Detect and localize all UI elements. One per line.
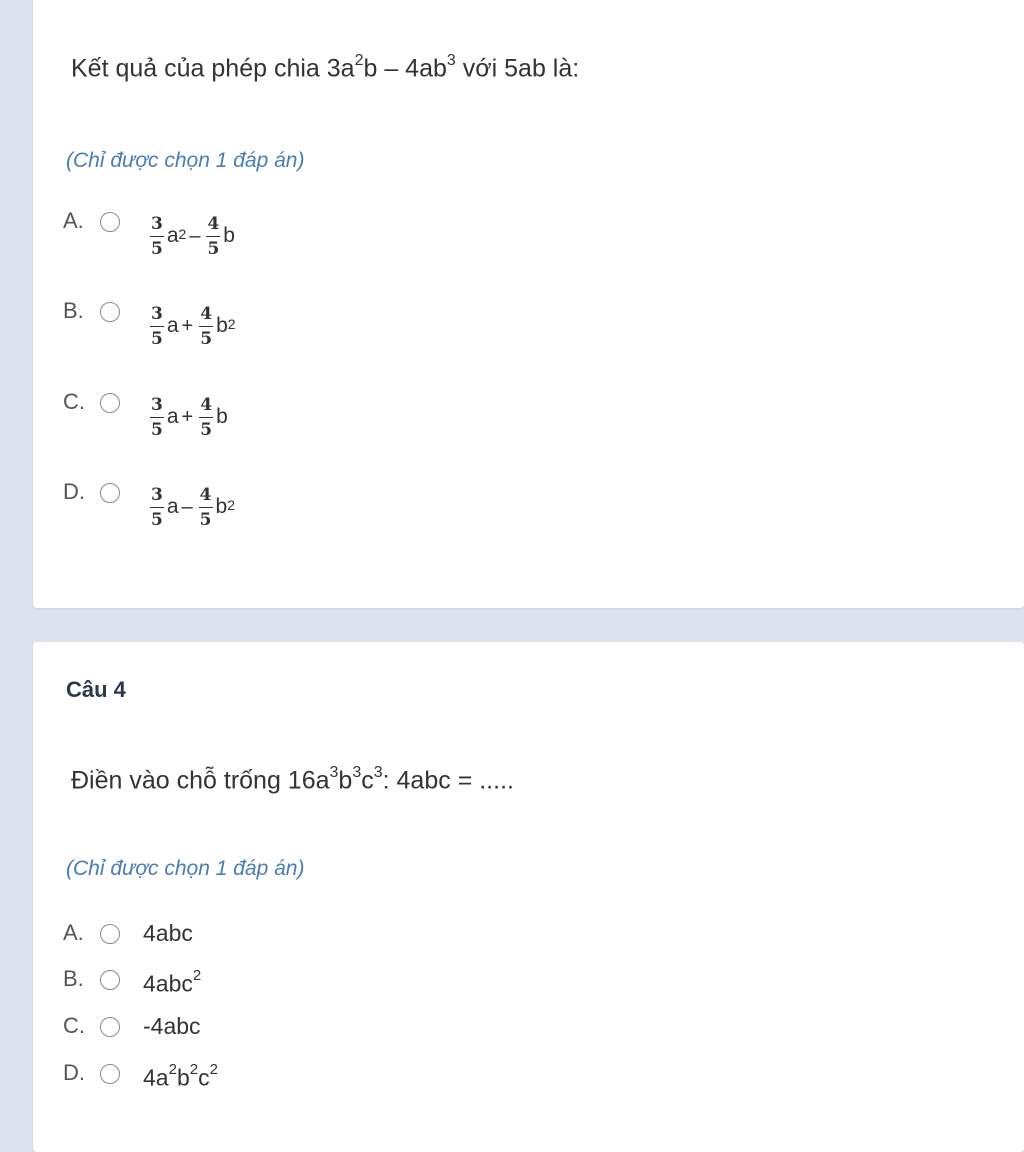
fraction-numerator: 4 [199,484,212,505]
fraction-denominator: 5 [200,419,213,440]
question-text [71,54,579,83]
superscript: 3 [373,764,383,781]
answer-text-part: -4abc [143,1013,201,1039]
fraction-bar [199,507,213,508]
radio-button[interactable] [100,393,120,413]
fraction [149,304,165,349]
option-letter: A. [63,920,84,945]
question-text-part: Kết quả của phép chia 3a [71,54,355,83]
fraction-denominator: 5 [151,419,163,440]
fraction [149,395,165,440]
option-answer [143,918,193,948]
fraction-denominator: 5 [199,509,212,530]
radio-button[interactable] [100,970,120,990]
option-letter: D. [63,479,85,504]
variable: b [215,495,228,518]
option-answer [143,964,201,999]
fraction-bar [199,417,213,418]
question-text [71,766,514,795]
fraction-numerator: 4 [207,213,220,234]
variable: b [216,314,228,337]
exponent: 2 [192,967,202,984]
superscript: 3 [446,52,456,69]
variable: a [166,314,179,337]
exponent: 2 [168,1061,177,1078]
operator: + [181,314,194,337]
fraction [149,214,165,259]
radio-button[interactable] [100,1064,120,1084]
question-heading: Câu 4 [66,677,126,702]
fraction-bar [150,326,164,327]
variable: a [166,495,179,518]
question-card-3 [33,0,1024,608]
fraction [198,485,214,530]
superscript: 3 [352,764,362,781]
option-letter: C. [63,1013,85,1038]
fraction [198,304,214,349]
instruction-text: (Chỉ được chọn 1 đáp án) [66,149,305,172]
option-answer [143,1058,218,1093]
answer-text-part: 4a [143,1064,169,1091]
exponent: 2 [178,226,187,242]
option-letter: D. [63,1060,85,1085]
answer-text-part: c [198,1064,210,1091]
radio-button[interactable] [100,212,120,232]
fraction-denominator: 5 [151,509,163,530]
option-expression [147,296,236,356]
fraction-denominator: 5 [151,328,163,349]
radio-button[interactable] [100,1017,120,1037]
variable: a [166,405,179,428]
question-text-part: b – 4ab [363,54,447,83]
question-text-part: c [361,766,374,795]
fraction-numerator: 3 [151,213,163,234]
option-letter: C. [63,389,85,414]
fraction-denominator: 5 [207,238,220,259]
radio-button[interactable] [100,924,120,944]
operator: – [181,495,193,518]
question-card-4 [33,642,1024,1152]
option-answer [143,1011,201,1041]
superscript: 2 [354,52,364,69]
operator: – [189,224,201,247]
question-text-part: b [338,766,353,795]
answer-text-part: b [176,1064,190,1091]
fraction-bar [150,417,164,418]
exponent: 2 [227,497,235,513]
exponent: 2 [209,1061,218,1078]
fraction-numerator: 4 [200,394,213,415]
option-letter: B. [63,298,84,323]
superscript: 3 [329,764,339,781]
instruction-text: (Chỉ được chọn 1 đáp án) [66,857,305,880]
question-text-part: với 5ab là: [455,54,580,83]
answer-text-part: 4abc [143,970,193,997]
exponent: 2 [227,316,236,332]
option-expression [147,477,235,537]
operator: + [181,405,194,428]
fraction-bar [199,326,213,327]
fraction-numerator: 4 [200,303,213,324]
fraction [149,485,165,530]
variable: b [223,224,235,247]
fraction-bar [206,236,220,237]
answer-text-part: 4abc [143,920,193,946]
fraction-numerator: 3 [151,303,163,324]
fraction-numerator: 3 [151,484,163,505]
question-text-part: : 4abc = ..... [382,766,514,795]
fraction-bar [150,236,164,237]
exponent: 2 [189,1061,199,1078]
variable: a [166,224,179,247]
option-letter: A. [63,208,84,233]
fraction-denominator: 5 [200,328,213,349]
fraction [198,395,214,440]
question-text-part: Điền vào chỗ trống 16a [71,766,330,795]
fraction-denominator: 5 [151,238,163,259]
variable: b [216,405,228,428]
option-expression [147,387,228,447]
fraction-bar [150,507,164,508]
radio-button[interactable] [100,302,120,322]
option-letter: B. [63,966,84,991]
fraction [205,214,221,259]
fraction-numerator: 3 [151,394,163,415]
option-expression [147,206,235,266]
radio-button[interactable] [100,483,120,503]
